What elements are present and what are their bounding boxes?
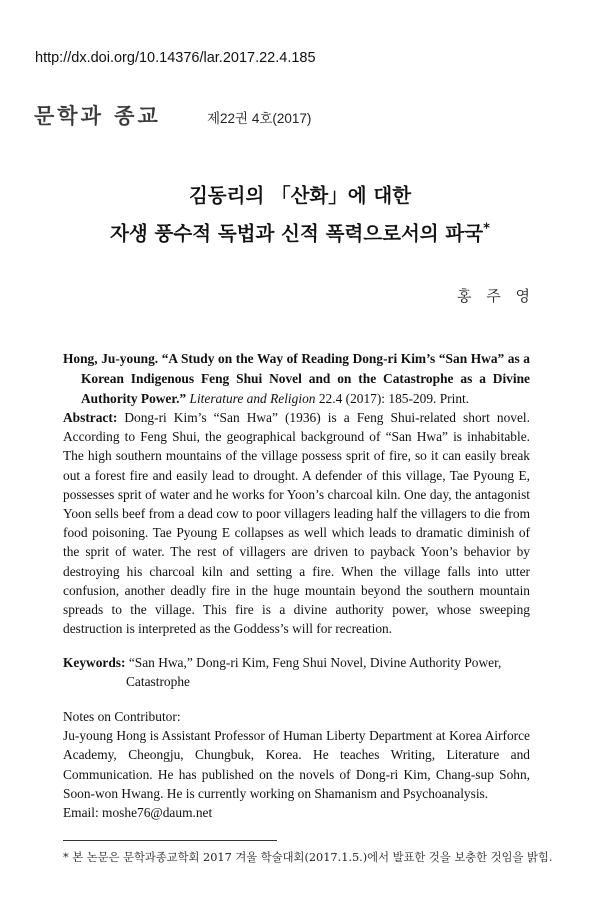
notes-heading: Notes on Contributor:	[63, 709, 181, 724]
doi-link[interactable]: http://dx.doi.org/10.14376/lar.2017.22.4.185	[35, 50, 316, 66]
citation-journal: Literature and Religion	[189, 391, 316, 406]
abstract-text: Dong-ri Kim’s “San Hwa” (1936) is a Feng Shui-related short novel. According to Feng Shui, the geographical background of “San Hwa” is inhabitable. The high southern mountains of the village possess sprit of fire, so it can easily break out a forest fire and easily lead to drought. A defender of this village, Tae Pyoung E, possesses sprit of water and he works for Yoon’s charcoal kiln. One day, the antagonist Yoon sells beef from a dead cow to poor villagers leading half the villagers to die from food poisoning. Tae Pyoung E collapses as well which leads to dramatic diminish of the sprit of water. The rest of villagers are driven to payback Yoon’s behavior by destroying his charcoal kiln and setting a fire. When the village falls into utter confusion, another deadly fire in the huge mountain beyond the southern mountain spreads to the village. This fire is a divine authority power, whose sweeping destruction is interpreted as the Goddess’s will for recreation.	[63, 410, 530, 637]
notes-email[interactable]: Email: moshe76@daum.net	[63, 805, 213, 821]
footnote: * 본 논문은 문학과종교학회 2017 겨울 학술대회(2017.1.5.)에서 발표한 것을 보충한 것임을 밝힘.	[63, 851, 553, 864]
keywords	[63, 653, 530, 691]
citation-details: 22.4 (2017): 185-209. Print.	[318, 391, 470, 406]
citation-lead: Hong, Ju-young. “A Study on the Way of Reading Dong-ri Kim’s “San Hwa” as a Korean Indigenous Feng Shui Novel and on the Catastrophe as a Divine Authority Power.”	[63, 351, 530, 406]
journal-name: 문학과 종교	[34, 103, 161, 128]
abstract-label: Abstract:	[63, 410, 118, 425]
abstract	[63, 408, 530, 638]
title-footnote-mark: *	[483, 221, 490, 237]
author-name: 홍 주 영	[456, 287, 535, 305]
title-line-2-text: 자생 풍수적 독법과 신적 폭력으로서의 파국	[110, 222, 484, 245]
footnote-divider	[63, 840, 277, 841]
keywords-text: “San Hwa,” Dong-ri Kim, Feng Shui Novel, Divine Authority Power, Catastrophe	[126, 655, 502, 689]
title-line-1: 김동리의 「산화」에 대한	[188, 184, 412, 207]
notes-text: Ju-young Hong is Assistant Professor of Human Liberty Department at Korea Airforce Academy, Cheongju, Chungbuk, Korea. He teaches Writing, Literature and Communication. He has published on the novels of Dong-ri Kim, Chang-sup Sohn, Soon-won Hwang. He is currently working on Shamanism and Psychoanalysis.	[63, 728, 530, 801]
keywords-label: Keywords:	[63, 655, 126, 670]
title-line-2	[0, 218, 600, 246]
contributor-notes	[63, 707, 530, 822]
citation	[63, 349, 530, 409]
journal-issue: 제22권 4호(2017)	[207, 111, 312, 126]
